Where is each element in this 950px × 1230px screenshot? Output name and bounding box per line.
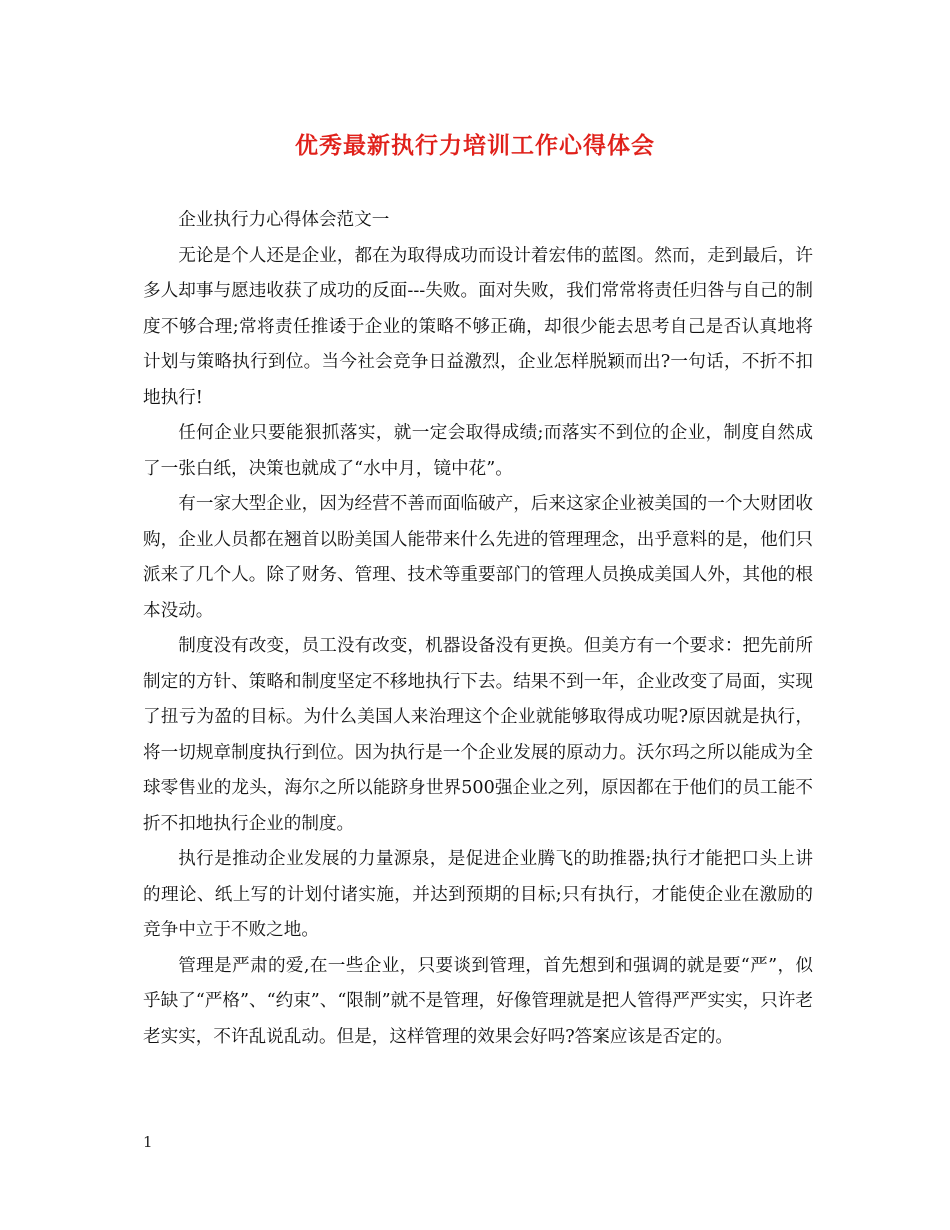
paragraph: 执行是推动企业发展的力量源泉，是促进企业腾飞的助推器;执行才能把口头上讲的理论、纸上写的计划付诸实施，并达到预期的目标;只有执行，才能使企业在激励的竞争中立于不败之地。 [143, 849, 813, 940]
paragraph: 管理是严肃的爱,在一些企业，只要谈到管理，首先想到和强调的就是要“严”，似乎缺了“严格”、“约束”、“限制”就不是管理，好像管理就是把人管得严严实实，只许老老实实，不许乱说乱动。但是，这样管理的效果会好吗?答案应该是否定的。 [143, 955, 813, 1047]
document-body [143, 203, 813, 1055]
paragraph: 任何企业只要能狠抓落实，就一定会取得成绩;而落实不到位的企业，制度自然成了一张白纸，决策也就成了“水中月，镜中花”。 [143, 423, 813, 479]
paragraph: 无论是个人还是企业，都在为取得成功而设计着宏伟的蓝图。然而，走到最后，许多人却事与愿违收获了成功的反面---失败。面对失败，我们常常将责任归咎与自己的制度不够合理;常将责任推诿于企业的策略不够正确，却很少能去思考自己是否认真地将计划与策略执行到位。当今社会竞争日益激烈，企业怎样脱颖而出?一句话，不折不扣地执行! [143, 245, 813, 408]
paragraph: 制度没有改变，员工没有改变，机器设备没有更换。但美方有一个要求：把先前所制定的方针、策略和制度坚定不移地执行下去。结果不到一年，企业改变了局面，实现了扭亏为盈的目标。为什么美国人来治理这个企业就能够取得成功呢?原因就是执行，将一切规章制度执行到位。因为执行是一个企业发展的原动力。沃尔玛之所以能成为全球零售业的龙头，海尔之所以能跻身世界500强企业之列，原因都在于他们的员工能不折不扣地执行企业的制度。 [143, 636, 813, 834]
paragraph: 有一家大型企业，因为经营不善而面临破产，后来这家企业被美国的一个大财团收购，企业人员都在翘首以盼美国人能带来什么先进的管理理念，出乎意料的是，他们只派来了几个人。除了财务、管理、技术等重要部门的管理人员换成美国人外，其他的根本没动。 [143, 494, 813, 621]
section-heading: 企业执行力心得体会范文一 [178, 210, 390, 230]
page-number: 1 [143, 1133, 153, 1151]
document-title: 优秀最新执行力培训工作心得体会 [295, 132, 655, 159]
